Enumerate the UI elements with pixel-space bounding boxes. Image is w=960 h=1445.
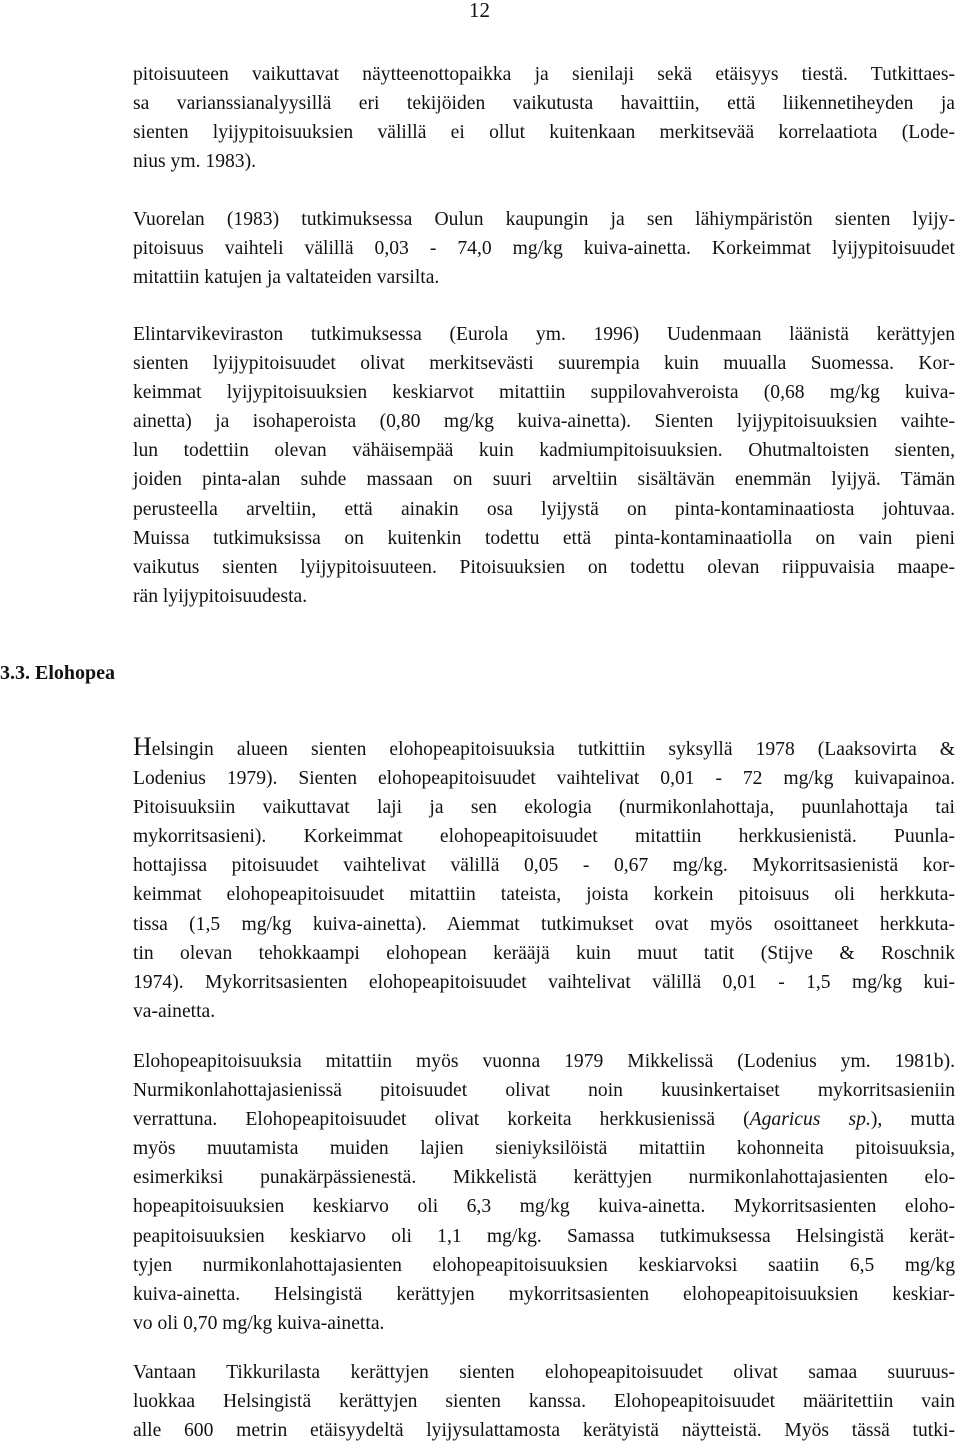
text-line: keimmat elohopeapitoisuudet mitattiin tateista, joista korkein pitoisuus oli herkkuta- bbox=[133, 884, 955, 906]
text-line: tyjen nurmikonlahottajasienten elohopeapitoisuuksien keskiarvoksi saatiin 6,5 mg/kg bbox=[133, 1254, 955, 1276]
species-name: Agaricus sp. bbox=[749, 1109, 871, 1131]
initial-letter: H bbox=[133, 732, 152, 761]
paragraph-5 bbox=[133, 1047, 955, 1338]
text-line bbox=[133, 1105, 955, 1134]
text-line: perusteella arveltiin, että ainakin osa lyijystä on pinta-kontaminaatiosta johtuvaa. bbox=[133, 498, 955, 520]
text-line: Vuorelan (1983) tutkimuksessa Oulun kaupungin ja sen lähiympäristön sienten lyijy- bbox=[133, 209, 955, 230]
text-line: luokkaa Helsingistä kerättyjen sienten kanssa. Elohopeapitoisuudet määritettiin vain bbox=[133, 1391, 955, 1413]
text-line: vo oli 0,70 mg/kg kuiva-ainetta. bbox=[133, 1312, 385, 1334]
paragraph-2 bbox=[133, 205, 955, 292]
text-segment: verrattuna. Elohopeapitoisuudet olivat korkeita herkkusienissä ( bbox=[133, 1109, 750, 1131]
text-line: Lodenius 1979). Sienten elohopeapitoisuudet vaihtelivat 0,01 - 72 mg/kg kuivapainoa. bbox=[133, 768, 955, 790]
text-line: sa varianssianalyysillä eri tekijöiden vaikutusta havaittiin, että liikennetiheyden ja bbox=[133, 93, 955, 115]
text-line: ainetta) ja isohaperoista (0,80 mg/kg kuiva-ainetta). Sienten lyijypitoisuuksien vaihte- bbox=[133, 411, 955, 433]
text-line: Nurmikonlahottajasienissä pitoisuudet olivat noin kuusinkertaiset mykorritsasieniin bbox=[133, 1080, 955, 1102]
text-line: pitoisuuteen vaikuttavat näytteenottopaikka ja sienilaji sekä etäisyys tiestä. Tutkittaes- bbox=[133, 64, 955, 85]
text-line: Pitoisuuksiin vaikuttavat laji ja sen ekologia (nurmikonlahottaja, puunlahottaja tai bbox=[133, 797, 955, 819]
text-line: alle 600 metrin etäisyydeltä lyijysulattamosta kerätyistä näytteistä. Myös tässä tutki- bbox=[133, 1420, 955, 1442]
text-line: Elohopeapitoisuuksia mitattiin myös vuonna 1979 Mikkelissä (Lodenius ym. 1981b). bbox=[133, 1051, 955, 1072]
text-line: hottajissa pitoisuudet vaihtelivat välillä 0,05 - 0,67 mg/kg. Mykorritsasienistä kor- bbox=[133, 855, 955, 877]
text-line: va-ainetta. bbox=[133, 1000, 216, 1022]
text-line: esimerkiksi punakärpässienestä. Mikkelistä kerättyjen nurmikonlahottajasienten elo- bbox=[133, 1167, 955, 1189]
text-segment: ), mutta bbox=[870, 1109, 955, 1131]
paragraph-1 bbox=[133, 60, 955, 176]
text-line: tissa (1,5 mg/kg kuiva-ainetta). Aiemmat tutkimukset ovat myös osoittaneet herkkuta- bbox=[133, 913, 955, 935]
text-line: lun todettiin olevan vähäisempää kuin kadmiumpitoisuuksien. Ohutmaltoisten sienten, bbox=[133, 440, 955, 462]
text-line: kuiva-ainetta. Helsingistä kerättyjen mykorritsasienten elohopeapitoisuuksien keskiar- bbox=[133, 1283, 955, 1305]
text-line: keimmat lyijypitoisuuksien keskiarvot mitattiin suppilovahveroista (0,68 mg/kg kuiva- bbox=[133, 382, 955, 404]
text-line: Muissa tutkimuksissa on kuitenkin todettu että pinta-kontaminaatiolla on vain pieni bbox=[133, 527, 955, 549]
section-heading: 3.3. Elohopea bbox=[0, 662, 116, 684]
text-line bbox=[133, 732, 955, 764]
paragraph-6 bbox=[133, 1358, 955, 1445]
text-line: joiden pinta-alan suhde massaan on suuri arveltiin sisältävän enemmän lyijyä. Tämän bbox=[133, 469, 955, 491]
page-number: 12 bbox=[469, 0, 490, 22]
text-line: Elintarvikeviraston tutkimuksessa (Eurola ym. 1996) Uudenmaan läänistä kerättyjen bbox=[133, 324, 955, 345]
text-line: peapitoisuuksien keskiarvo oli 1,1 mg/kg. Samassa tutkimuksessa Helsingistä kerät- bbox=[133, 1225, 955, 1247]
text-line: rän lyijypitoisuudesta. bbox=[133, 585, 308, 607]
paragraph-3 bbox=[133, 320, 955, 611]
text-line: tin olevan tehokkaampi elohopean kerääjä kuin muut tatit (Stijve & Roschnik bbox=[133, 942, 955, 964]
text-line: nius ym. 1983). bbox=[133, 151, 257, 173]
text-line: sienten lyijypitoisuudet olivat merkitsevästi suurempia kuin muualla Suomessa. Kor- bbox=[133, 353, 955, 375]
text-line: Vantaan Tikkurilasta kerättyjen sienten elohopeapitoisuudet olivat samaa suuruus- bbox=[133, 1362, 955, 1383]
text-line: vaikutus sienten lyijypitoisuuteen. Pitoisuuksien on todettu olevan riippuvaisia maape- bbox=[133, 556, 955, 578]
text-line: sienten lyijypitoisuuksien välillä ei ollut kuitenkaan merkitsevää korrelaatiota (Lode- bbox=[133, 122, 955, 144]
text-line: 1974). Mykorritsasienten elohopeapitoisuudet vaihtelivat välillä 0,01 - 1,5 mg/kg kui- bbox=[133, 971, 955, 993]
text-line: hopeapitoisuuksien keskiarvo oli 6,3 mg/kg kuiva-ainetta. Mykorritsasienten eloho- bbox=[133, 1196, 955, 1218]
paragraph-4 bbox=[133, 732, 955, 1026]
text-line: mitattiin katujen ja valtateiden varsilta. bbox=[133, 267, 440, 289]
text-line: myös muutamista muiden lajien sieniyksilöistä mitattiin kohonneita pitoisuuksia, bbox=[133, 1138, 955, 1160]
text-line-rest: elsingin alueen sienten elohopeapitoisuuksia tutkittiin syksyllä 1978 (Laaksovirta & bbox=[151, 739, 955, 760]
text-line: mykorritsasieni). Korkeimmat elohopeapitoisuudet mitattiin herkkusienistä. Puunla- bbox=[133, 826, 955, 848]
text-line: pitoisuus vaihteli välillä 0,03 - 74,0 mg/kg kuiva-ainetta. Korkeimmat lyijypitoisuudet bbox=[133, 238, 955, 260]
